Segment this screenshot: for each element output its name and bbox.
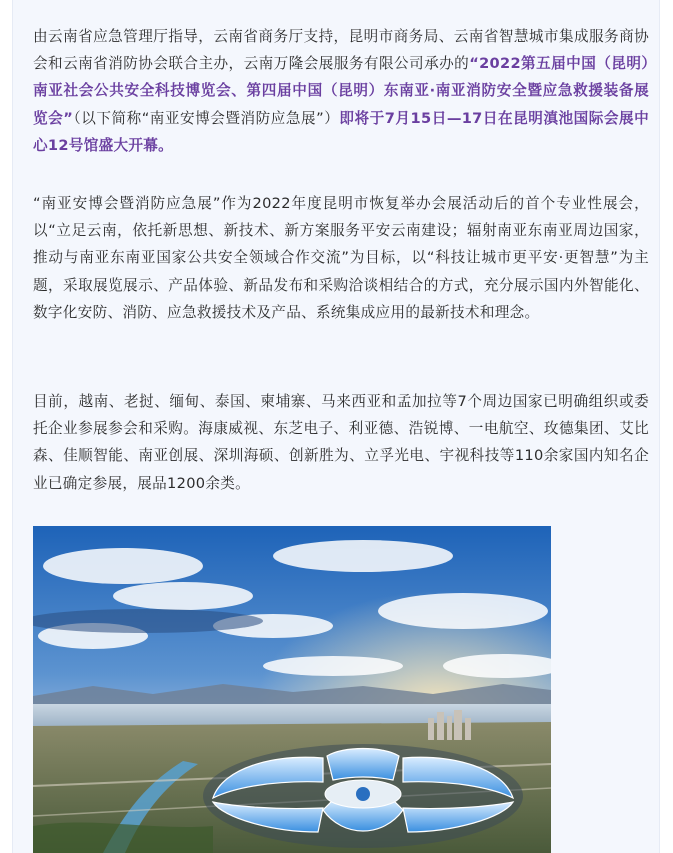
expo-short-name: （以下简称“南亚安博会暨消防应急展”） (73, 109, 340, 127)
intro-paragraph (33, 23, 649, 159)
expo-date-venue: 即将于7月15日—17日在昆明滇池国际会展中心12号馆盛大开幕。 (33, 109, 649, 154)
goals-paragraph: “南亚安博会暨消防应急展”作为2022年度昆明市恢复举办会展活动后的首个专业性展会，以“立足云南，依托新思想、新技术、新方案服务平安云南建设；辐射南亚东南亚周边国家，推动与南亚东南亚国家公共安全领域合作交流”为目标，以“科技让城市更平安·更智慧”为主题，采取展览展示、产品体验、新品发布和采购洽谈相结合的方式，充分展示国内外智能化、数字化安防、消防、应急救援技术及产品、系统集成应用的最新技术和理念。 (33, 195, 649, 321)
participants-paragraph: 目前，越南、老挝、缅甸、泰国、柬埔寨、马来西亚和孟加拉等7个周边国家已明确组织或委托企业参展参会和采购。海康威视、东芝电子、利亚德、浩锐博、一电航空、玫德集团、艾比森、佳顺智能、南亚创展、深圳海硕、创新胜为、立孚光电、宇视科技等110余家国内知名企业已确定参展，展品1200余类。 (33, 393, 649, 492)
aerial-view-convention-center-icon (33, 526, 551, 853)
expo-full-name: “2022第五届中国（昆明）南亚社会公共安全科技博览会、第四届中国（昆明）东南亚·南亚消防安全暨应急救援装备展览会” (33, 55, 649, 127)
intro-organizers-text: 由云南省应急管理厅指导，云南省商务厅支持，昆明市商务局、云南省智慧城市集成服务商协会和云南省消防协会联合主办，云南万隆会展服务有限公司承办的 (33, 28, 649, 73)
